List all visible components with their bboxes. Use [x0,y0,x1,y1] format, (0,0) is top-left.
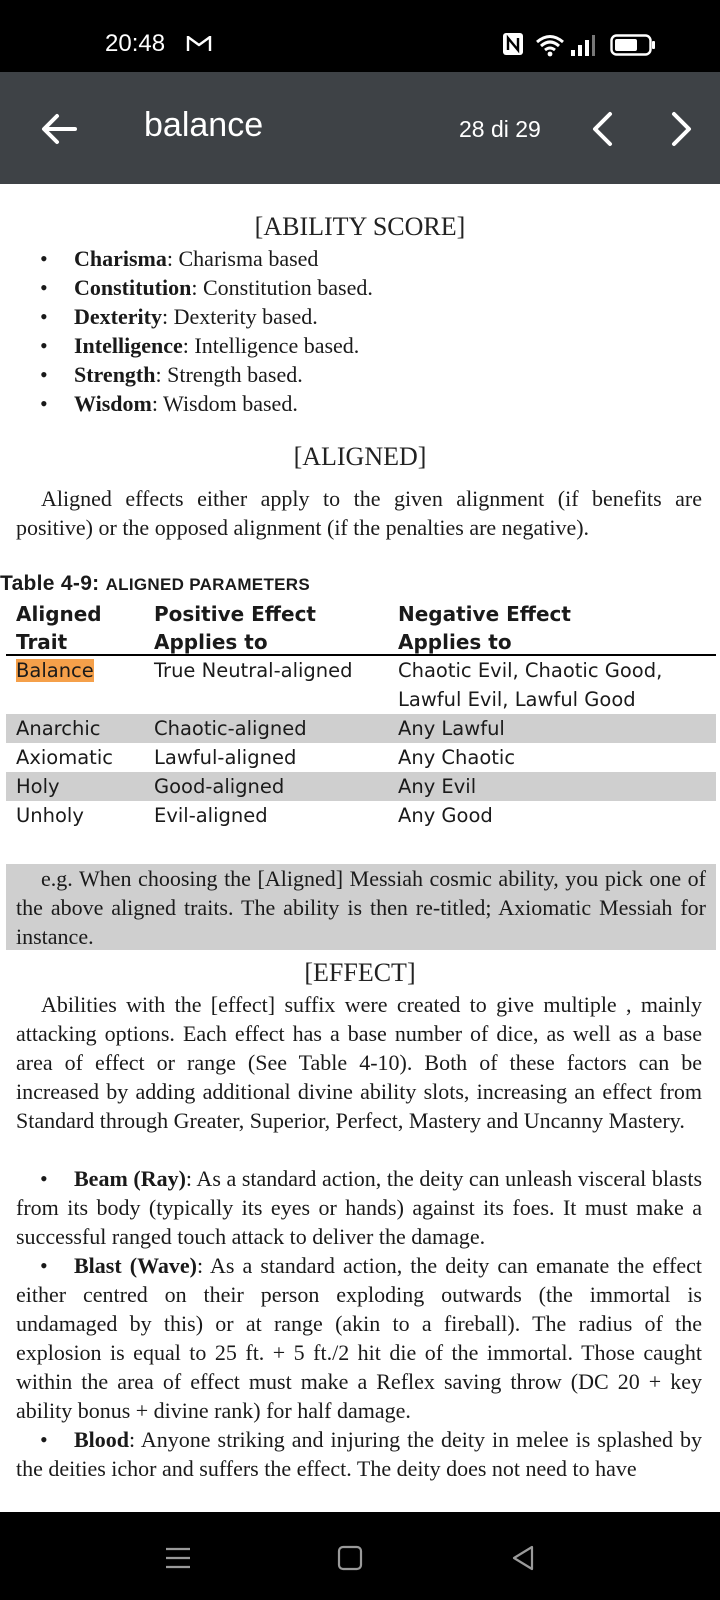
effect-list-item-blood: • Blood: Anyone striking and injuring the deity in melee is splashed by the deities ichor and suffers the effect. The deity does not need to have [16,1427,702,1481]
effect-list-item-blast: • Blast (Wave): As a standard action, the deity can emanate the effect either centred on their person exploding outwards (the immortal is undamaged by this) or at range (akin to a fireball). The radius of the explosion is equal to 25 ft. + 5 ft./2 hit die of the immortal. Those caught within the area of effect must make a Reflex saving throw (DC 20 + key ability bonus + divine rank) for half damage. [16,1253,702,1423]
table-row: Holy Good-aligned Any Evil [6,772,716,801]
home-button[interactable] [330,1538,370,1578]
recent-apps-button[interactable] [158,1538,198,1578]
table-header [6,598,716,656]
list-item: • Intelligence: Intelligence based. [40,333,360,358]
document-page[interactable] [0,184,720,1512]
home-square-icon [337,1545,363,1571]
header-negative-effect: Negative Effect Applies to [398,602,571,654]
system-back-button[interactable] [503,1538,543,1578]
chevron-left-icon [591,111,613,147]
aligned-paragraph: Aligned effects either apply to the given alignment (if benefits are positive) or the opposed alignment (if the penalties are negative). [16,486,702,540]
previous-match-button[interactable] [580,106,624,152]
example-box [6,864,716,950]
chevron-right-icon [671,111,693,147]
header-aligned-trait: Aligned Trait [16,602,102,654]
status-bar [0,0,720,72]
back-triangle-icon [510,1545,536,1571]
table-row: Axiomatic Lawful-aligned Any Chaotic [16,746,516,769]
effect-heading: [EFFECT] [304,958,416,987]
search-toolbar [0,72,720,184]
back-button[interactable] [36,106,82,152]
table-row: Unholy Evil-aligned Any Good [16,804,493,827]
table-row: Balance True Neutral-aligned Chaotic Evil, Chaotic Good, Lawful Evil, Lawful Good [16,659,663,711]
aligned-parameters-table [6,598,716,830]
back-arrow-icon [41,113,77,145]
next-match-button[interactable] [660,106,704,152]
list-item: • Strength: Strength based. [40,362,303,387]
list-item: • Constitution: Constitution based. [40,275,373,300]
ability-score-list [0,244,720,418]
aligned-heading: [ALIGNED] [293,442,427,471]
example-text: e.g. When choosing the [Aligned] Messiah cosmic ability, you pick one of the above aligned traits. The ability is then re-titled; Axiomatic Messiah for instance. [16,866,706,949]
table-title: Table 4-9: ALIGNED PARAMETERS [0,572,310,595]
nfc-icon [502,32,524,56]
list-item: • Charisma: Charisma based [40,246,319,271]
navigation-bar [0,1512,720,1600]
search-highlight[interactable]: Balance [16,659,94,682]
search-term[interactable]: balance [144,106,264,144]
gmail-icon [186,33,212,53]
signal-icon [570,33,596,57]
table-row: Anarchic Chaotic-aligned Any Lawful [6,714,716,743]
wifi-icon [535,33,565,57]
status-time: 20:48 [105,30,166,57]
match-count: 28 di 29 [459,116,541,142]
list-item: • Dexterity: Dexterity based. [40,304,318,329]
effect-list-item-beam: • Beam (Ray): As a standard action, the deity can unleash visceral blasts from its body (typically its eyes or hands) against its foes. It must make a successful ranged touch attack to deliver the damage. [16,1166,702,1249]
battery-icon [610,34,656,56]
header-positive-effect: Positive Effect Applies to [154,602,316,654]
menu-icon [165,1545,191,1571]
ability-score-heading: [ABILITY SCORE] [254,212,466,241]
list-item: • Wisdom: Wisdom based. [40,391,298,416]
effect-paragraph: Abilities with the [effect] suffix were created to give multiple , mainly attacking options. Each effect has a base number of dice, as well as a base area of effect or range (See Table 4-10). Both of these factors can be increased by adding additional divine ability slots, increasing an effect from Standard through Greater, Superior, Perfect, Mastery and Uncanny Mastery. [16,992,702,1133]
